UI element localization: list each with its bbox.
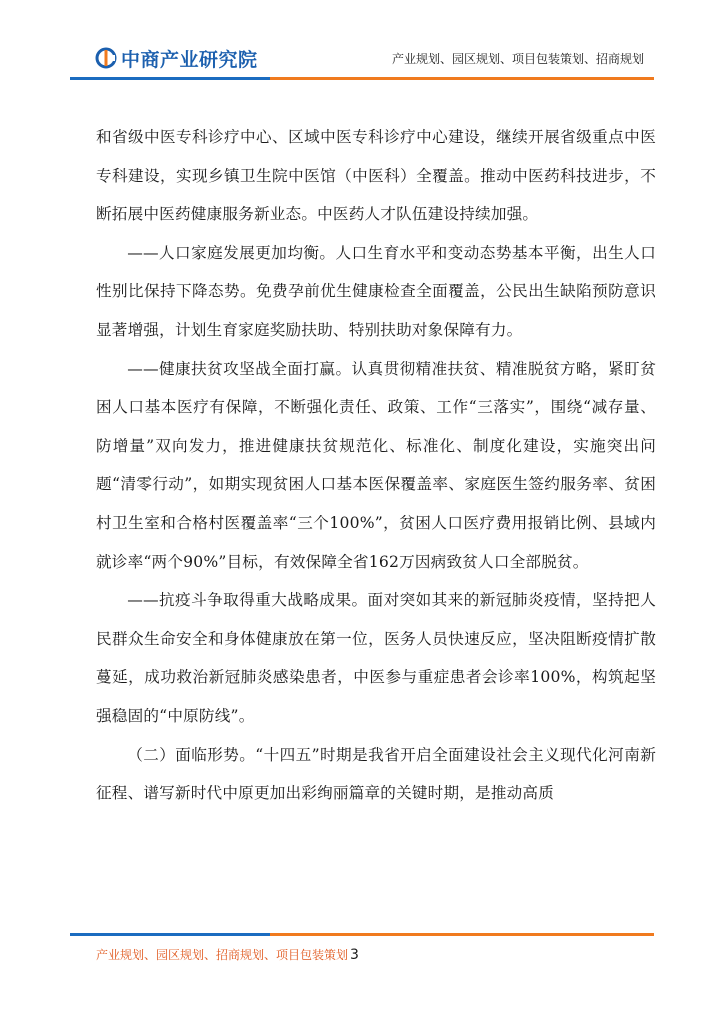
- footer-rule-orange: [270, 933, 654, 936]
- footer-text: 产业规划、园区规划、招商规划、项目包装策划: [96, 948, 349, 962]
- page-footer: [96, 946, 359, 963]
- brand-logo: [95, 46, 258, 70]
- header-rule-orange: [270, 77, 654, 80]
- header-rule-blue: [70, 77, 270, 80]
- brand-logo-icon: [95, 47, 117, 69]
- brand-logo-text: 中商产业研究院: [121, 48, 258, 71]
- page-number: 3: [350, 947, 359, 963]
- paragraph-tcm-continuation: 和省级中医专科诊疗中心、区域中医专科诊疗中心建设，继续开展省级重点中医专科建设，实现乡镇卫生院中医馆（中医科）全覆盖。推动中医药科技进步，不断拓展中医药健康服务新业态。中医药人才队伍建设持续加强。: [96, 128, 656, 224]
- paragraph-epidemic: ——抗疫斗争取得重大战略成果。面对突如其来的新冠肺炎疫情，坚持把人民群众生命安全和身体健康放在第一位，医务人员快速反应，坚决阻断疫情扩散蔓延，成功救治新冠肺炎感染患者，中医参与重症患者会诊率100%，构筑起坚强稳固的“中原防线”。: [96, 591, 656, 725]
- paragraph-population: ——人口家庭发展更加均衡。人口生育水平和变动态势基本平衡，出生人口性别比保持下降态势。免费孕前优生健康检查全面覆盖，公民出生缺陷预防意识显著增强，计划生育家庭奖励扶助、特别扶助对象保障有力。: [96, 243, 656, 339]
- header-tagline: 产业规划、园区规划、项目包装策划、招商规划: [391, 52, 644, 66]
- footer-rule-blue: [70, 933, 270, 936]
- paragraph-situation: （二）面临形势。“十四五”时期是我省开启全面建设社会主义现代化河南新征程、谱写新时代中原更加出彩绚丽篇章的关键时期，是推动高质: [96, 745, 656, 803]
- paragraph-poverty-alleviation: ——健康扶贫攻坚战全面打赢。认真贯彻精准扶贫、精准脱贫方略，紧盯贫困人口基本医疗有保障，不断强化责任、政策、工作“三落实”，围绕“减存量、防增量”双向发力，推进健康扶贫规范化、标准化、制度化建设，实施突出问题“清零行动”，如期实现贫困人口基本医保覆盖率、家庭医生签约服务率、贫困村卫生室和合格村医覆盖率“三个100%”，贫困人口医疗费用报销比例、县域内就诊率“两个90%”目标，有效保障全省162万因病致贫人口全部脱贫。: [96, 359, 656, 571]
- document-body: [96, 118, 656, 813]
- page-header: [0, 0, 724, 80]
